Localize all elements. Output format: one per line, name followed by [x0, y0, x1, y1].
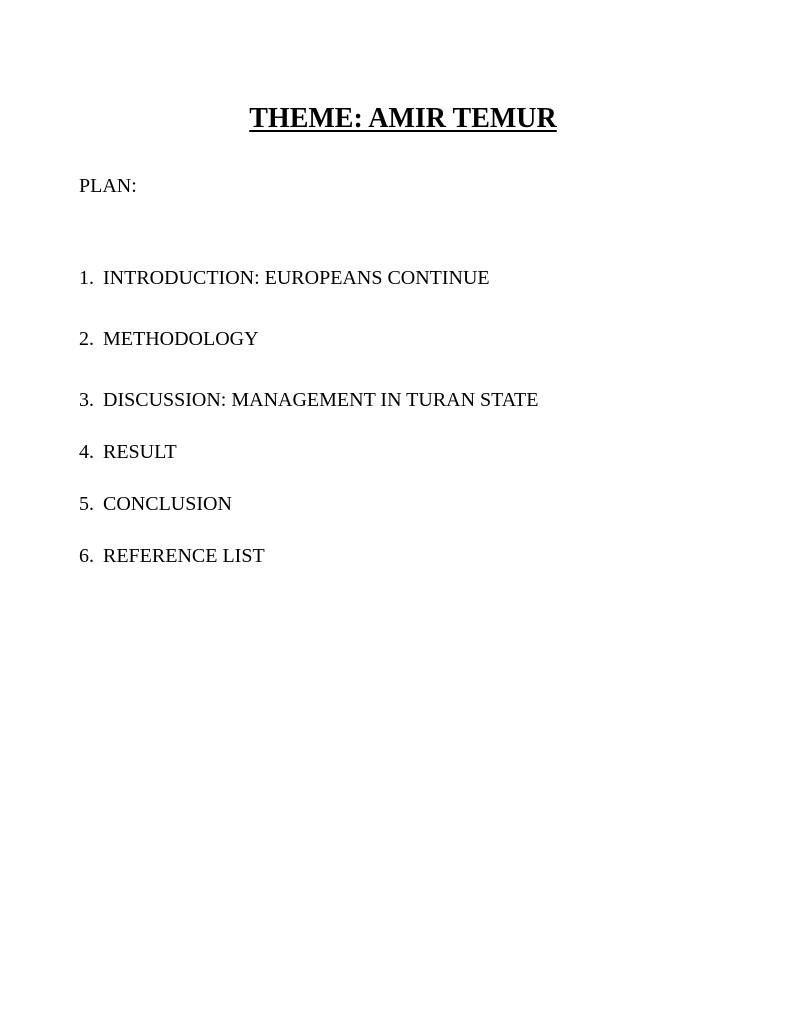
- plan-item-text: DISCUSSION: MANAGEMENT IN TURAN STATE: [103, 389, 539, 411]
- plan-item-methodology: [79, 327, 259, 351]
- plan-item-text: METHODOLOGY: [103, 328, 259, 350]
- plan-item-reference-list: [79, 544, 265, 568]
- plan-item-result: [79, 440, 177, 464]
- plan-item-text: RESULT: [103, 441, 177, 463]
- plan-item-number: 1.: [79, 267, 94, 289]
- plan-item-number: 4.: [79, 441, 94, 463]
- plan-item-text: REFERENCE LIST: [103, 545, 265, 567]
- plan-item-text: CONCLUSION: [103, 493, 232, 515]
- plan-item-text: INTRODUCTION: EUROPEANS CONTINUE: [103, 267, 490, 289]
- plan-item-number: 3.: [79, 389, 94, 411]
- plan-label: PLAN:: [79, 175, 137, 197]
- plan-item-number: 5.: [79, 493, 94, 515]
- plan-item-number: 2.: [79, 328, 94, 350]
- page-title: THEME: AMIR TEMUR: [249, 103, 557, 134]
- plan-item-introduction: [79, 266, 490, 290]
- plan-item-discussion: [79, 388, 538, 412]
- plan-item-number: 6.: [79, 545, 94, 567]
- plan-item-conclusion: [79, 492, 232, 516]
